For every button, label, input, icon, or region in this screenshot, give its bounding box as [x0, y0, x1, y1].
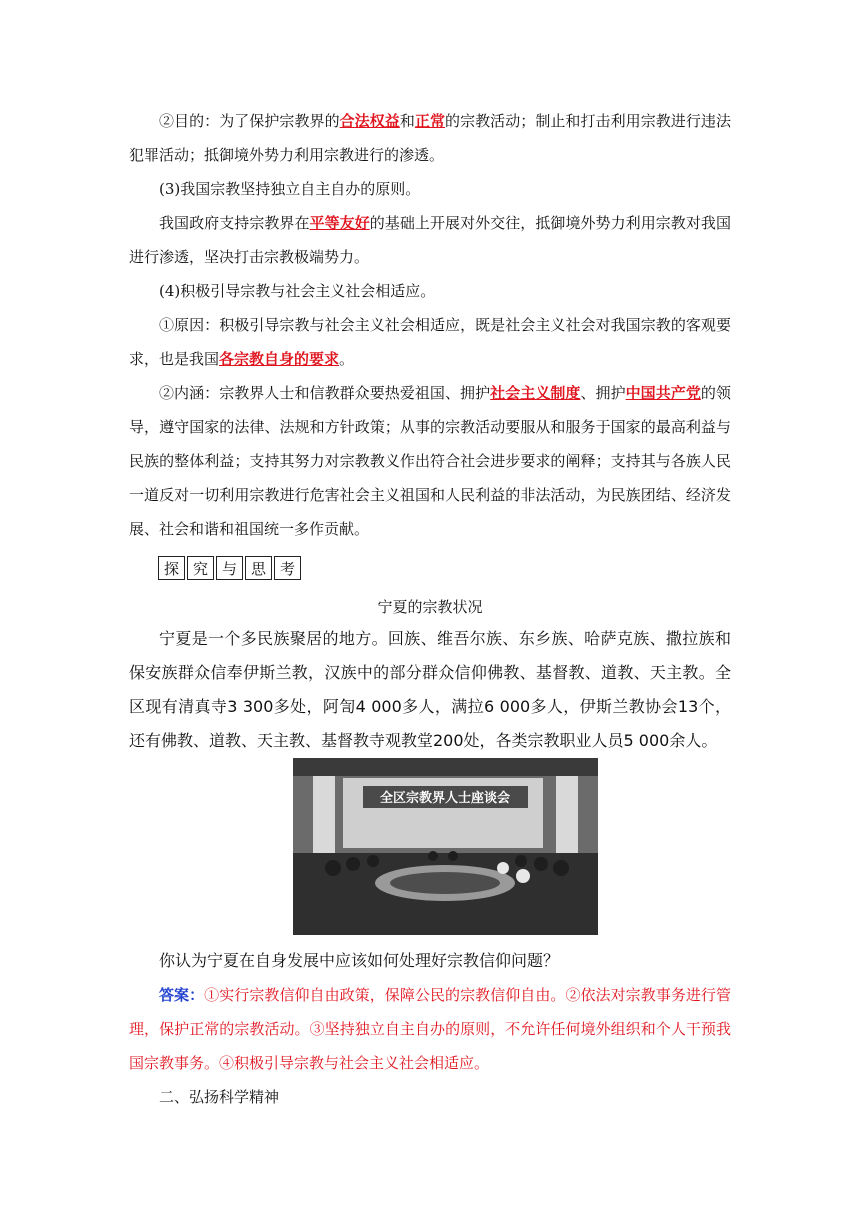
photo-banner: 全区宗教界人士座谈会 — [379, 791, 511, 806]
text: 的宗教活动；制止和打击利用宗教进行违法犯罪活动；抵御境外势力利用宗教进行的渗透。 — [129, 112, 731, 164]
explore-think-label — [158, 556, 303, 580]
label-char: 究 — [187, 556, 214, 580]
text: ①原因：积极引导宗教与社会主义社会相适应，既是社会主义社会对我国宗教的客观要求，也是我国 — [129, 316, 731, 368]
next-section-heading: 二、弘扬科学精神 — [159, 1088, 280, 1106]
label-char: 思 — [245, 556, 272, 580]
answer-text: ①实行宗教信仰自由政策，保障公民的宗教信仰自由。②依法对宗教事务进行管理，保护正常的宗教活动。③坚持独立自主自办的原则，不允许任何境外组织和个人干预我国宗教事务。④积极引导宗教与社会主义社会相适应。 — [129, 986, 731, 1072]
paragraph-connotation — [129, 376, 731, 546]
meeting-photo-illustration — [293, 758, 598, 935]
answer-label: 答案： — [159, 986, 205, 1004]
label-char: 考 — [274, 556, 301, 580]
key-term: 各宗教自身的要求 — [219, 350, 340, 368]
text: 的领导，遵守国家的法律、法规和方针政策；从事的宗教活动要服从和服务于国家的最高利益与民族的整体利益；支持其努力对宗教教义作出符合社会进步要求的阐释；支持其与各族人民一道反对一切利用宗教进行危害社会主义祖国和人民利益的非法活动，为民族团结、经济发展、社会和谐和祖国统一多作贡献。 — [129, 384, 731, 538]
text: 的基础上开展对外交往，抵御境外势力利用宗教对我国进行渗透，坚决打击宗教极端势力。 — [129, 214, 731, 266]
paragraph-principle-heading: (3)我国宗教坚持独立自主自办的原则。 — [159, 180, 421, 198]
meeting-photo — [293, 758, 598, 935]
paragraph-reason — [129, 308, 731, 376]
case-title: 宁夏的宗教状况 — [377, 598, 483, 616]
key-term: 中国共产党 — [625, 384, 701, 402]
key-term: 合法权益 — [339, 112, 400, 130]
text: 。 — [339, 350, 355, 368]
answer-paragraph — [129, 978, 731, 1080]
key-term: 平等友好 — [309, 214, 370, 232]
question-text: 你认为宁夏在自身发展中应该如何处理好宗教信仰问题？ — [159, 951, 560, 970]
text: 和 — [399, 112, 415, 130]
key-term: 社会主义制度 — [490, 384, 581, 402]
label-char: 与 — [216, 556, 243, 580]
paragraph-purpose — [129, 104, 731, 172]
case-text: 宁夏是一个多民族聚居的地方。回族、维吾尔族、东乡族、哈萨克族、撒拉族和保安族群众信奉伊斯兰教，汉族中的部分群众信仰佛教、基督教、道教、天主教。全区现有清真寺3 300多处，阿訇4 000多人，满拉6 000多人，伊斯兰教协会13个，还有佛教、道教、天主教、基督教寺观教堂200处，各类宗教职业人员5 000余人。 — [129, 629, 731, 750]
text: ②内涵：宗教界人士和信教群众要热爱祖国、拥护 — [159, 384, 491, 402]
text: ②目的：为了保护宗教界的 — [159, 112, 340, 130]
paragraph-adapt-heading: (4)积极引导宗教与社会主义社会相适应。 — [159, 282, 436, 300]
key-term: 正常 — [414, 112, 446, 130]
paragraph-foreign-exchange — [129, 206, 731, 274]
label-char: 探 — [158, 556, 185, 580]
text: 我国政府支持宗教界在 — [159, 214, 310, 232]
text: 、拥护 — [580, 384, 626, 402]
